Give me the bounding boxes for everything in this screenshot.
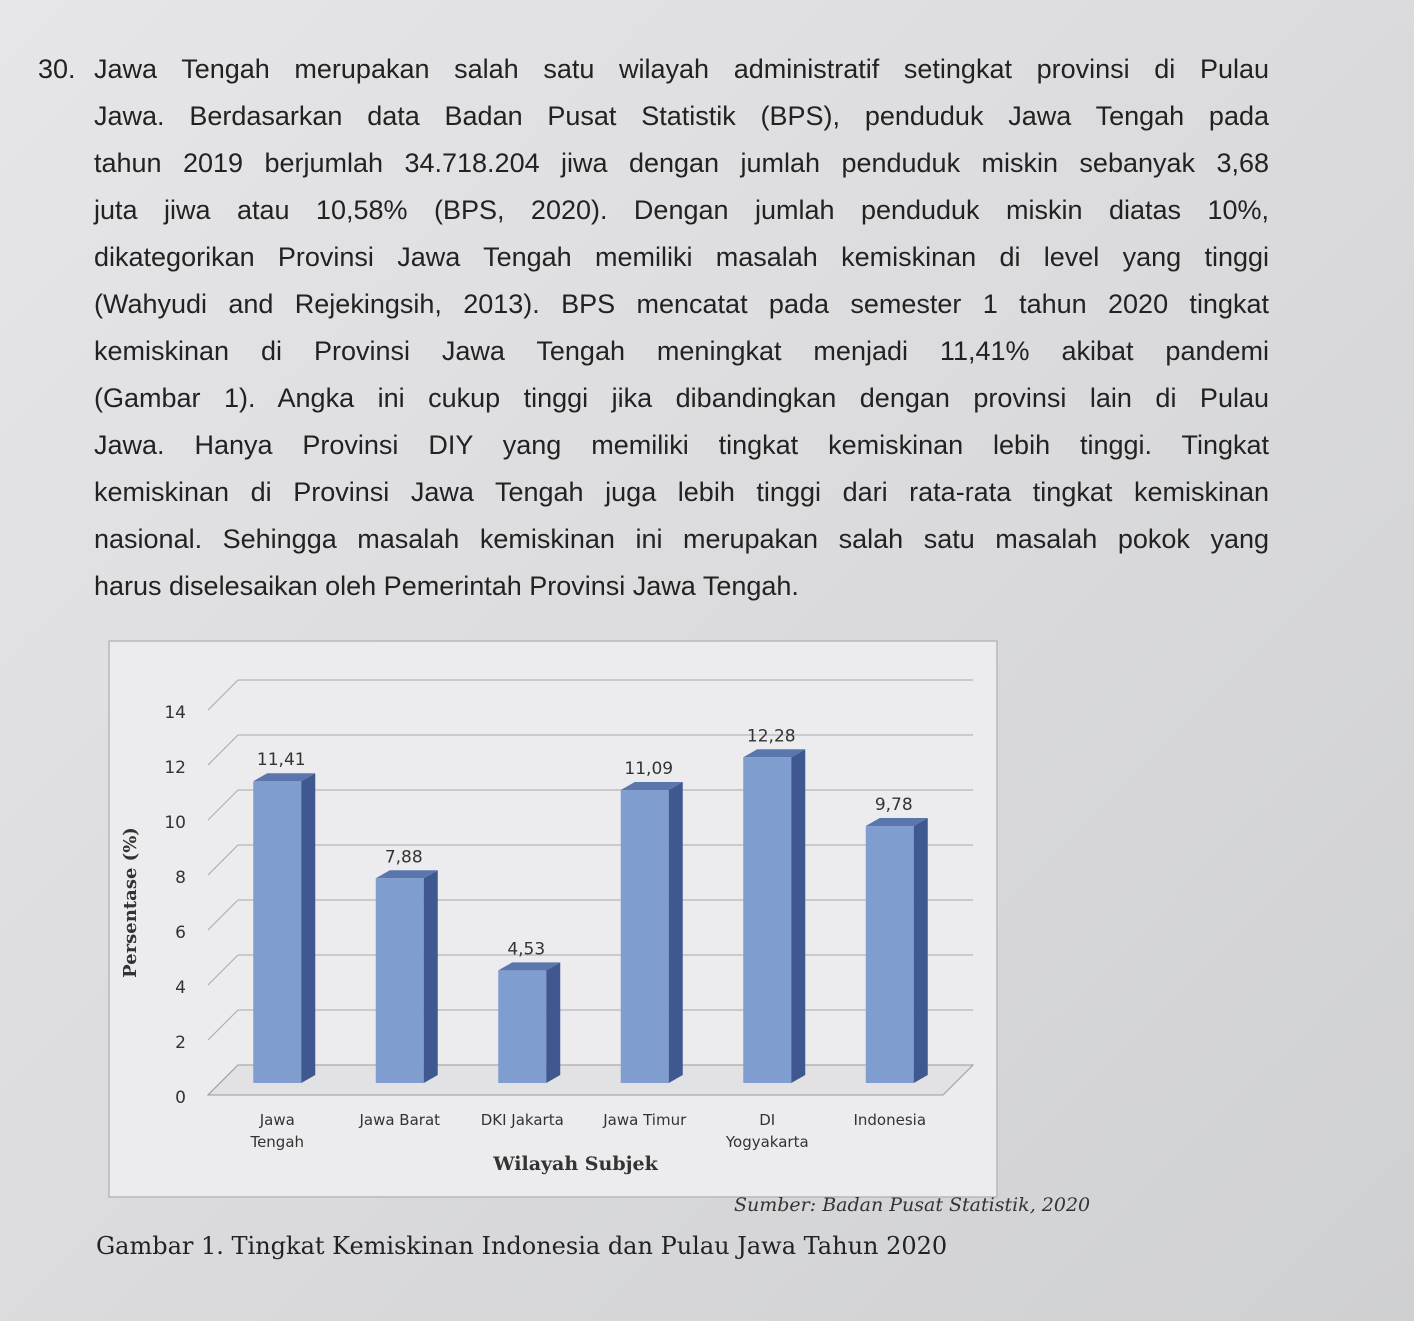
- question-line: Jawa Tengah merupakan salah satu wilayah administratif setingkat provinsi di Pulau: [94, 54, 1269, 84]
- x-tick-label-line: Yogyakarta: [725, 1133, 809, 1151]
- x-tick-label: [481, 1111, 564, 1129]
- data-label: 12,28: [746, 726, 796, 747]
- figure-caption: Gambar 1. Tingkat Kemiskinan Indonesia dan Pulau Jawa Tahun 2020: [96, 1232, 948, 1260]
- question-line: kemiskinan di Provinsi Jawa Tengah meningkat menjadi 11,41% akibat pandemi: [94, 336, 1269, 366]
- bar: [253, 781, 301, 1083]
- x-tick-label-line: Jawa Timur: [603, 1111, 687, 1129]
- data-label: 11,41: [256, 750, 306, 771]
- bar: [743, 757, 791, 1083]
- x-tick-label: [358, 1111, 440, 1129]
- y-tick-label: 0: [175, 1088, 186, 1108]
- bar-side: [669, 782, 683, 1083]
- bar: [376, 878, 424, 1083]
- y-tick-label: 4: [175, 978, 186, 998]
- chart-source: Sumber: Badan Pusat Statistik, 2020: [734, 1194, 1091, 1216]
- bar-side: [546, 962, 560, 1083]
- data-label: 4,53: [507, 939, 546, 960]
- question-line: (Wahyudi and Rejekingsih, 2013). BPS mencatat pada semester 1 tahun 2020 tingkat: [94, 289, 1269, 319]
- chart-figure: [108, 640, 1000, 1200]
- y-axis-label: Persentase (%): [120, 827, 141, 978]
- question-number: 30.: [38, 54, 76, 84]
- x-tick-label-line: DI: [759, 1111, 776, 1129]
- bar-side: [424, 870, 438, 1083]
- y-tick-label: 12: [164, 758, 186, 778]
- y-tick-label: 8: [175, 868, 186, 888]
- question-line: kemiskinan di Provinsi Jawa Tengah juga lebih tinggi dari rata-rata tingkat kemiskinan: [94, 477, 1269, 507]
- bar: [621, 790, 669, 1083]
- floor-plane: [208, 1065, 973, 1095]
- x-tick-label: [602, 1111, 687, 1129]
- bar-side: [914, 818, 928, 1083]
- question-line: Jawa. Hanya Provinsi DIY yang memiliki tingkat kemiskinan lebih tinggi. Tingkat: [94, 430, 1269, 460]
- question-line: (Gambar 1). Angka ini cukup tinggi jika dibandingkan dengan provinsi lain di Pulau: [94, 383, 1269, 413]
- poverty-bar-chart: [108, 640, 1000, 1200]
- y-tick-label: 6: [175, 923, 186, 943]
- data-label: 9,78: [874, 795, 913, 816]
- question-line: juta jiwa atau 10,58% (BPS, 2020). Dengan jumlah penduduk miskin diatas 10%,: [94, 195, 1269, 225]
- bar: [498, 970, 546, 1083]
- x-tick-label-line: DKI Jakarta: [480, 1111, 564, 1129]
- x-tick-label-line: Jawa Barat: [359, 1111, 441, 1129]
- chart-floor: [208, 1065, 973, 1095]
- data-label: 7,88: [384, 847, 423, 868]
- bar: [866, 826, 914, 1083]
- question-line: dikategorikan Provinsi Jawa Tengah memiliki masalah kemiskinan di level yang tinggi: [94, 242, 1269, 272]
- question-line: Jawa. Berdasarkan data Badan Pusat Statistik (BPS), penduduk Jawa Tengah pada: [94, 101, 1269, 131]
- bar-side: [791, 749, 805, 1083]
- data-label: 11,09: [624, 759, 674, 780]
- x-tick-label-line: Tengah: [250, 1133, 305, 1151]
- question-line: nasional. Sehingga masalah kemiskinan ini merupakan salah satu masalah pokok yang: [94, 524, 1269, 554]
- x-tick-label-line: Jawa: [259, 1111, 295, 1129]
- x-tick-label: [853, 1111, 926, 1129]
- x-tick-label-line: Indonesia: [853, 1111, 927, 1129]
- x-axis-label: Wilayah Subjek: [493, 1153, 658, 1175]
- y-tick-label: 10: [164, 813, 186, 833]
- question-line: harus diselesaikan oleh Pemerintah Provinsi Jawa Tengah.: [94, 571, 799, 601]
- y-tick-label: 2: [175, 1033, 186, 1053]
- question-line: tahun 2019 berjumlah 34.718.204 jiwa dengan jumlah penduduk miskin sebanyak 3,68: [94, 148, 1269, 178]
- y-tick-label: 14: [164, 703, 186, 723]
- bar-side: [301, 773, 315, 1083]
